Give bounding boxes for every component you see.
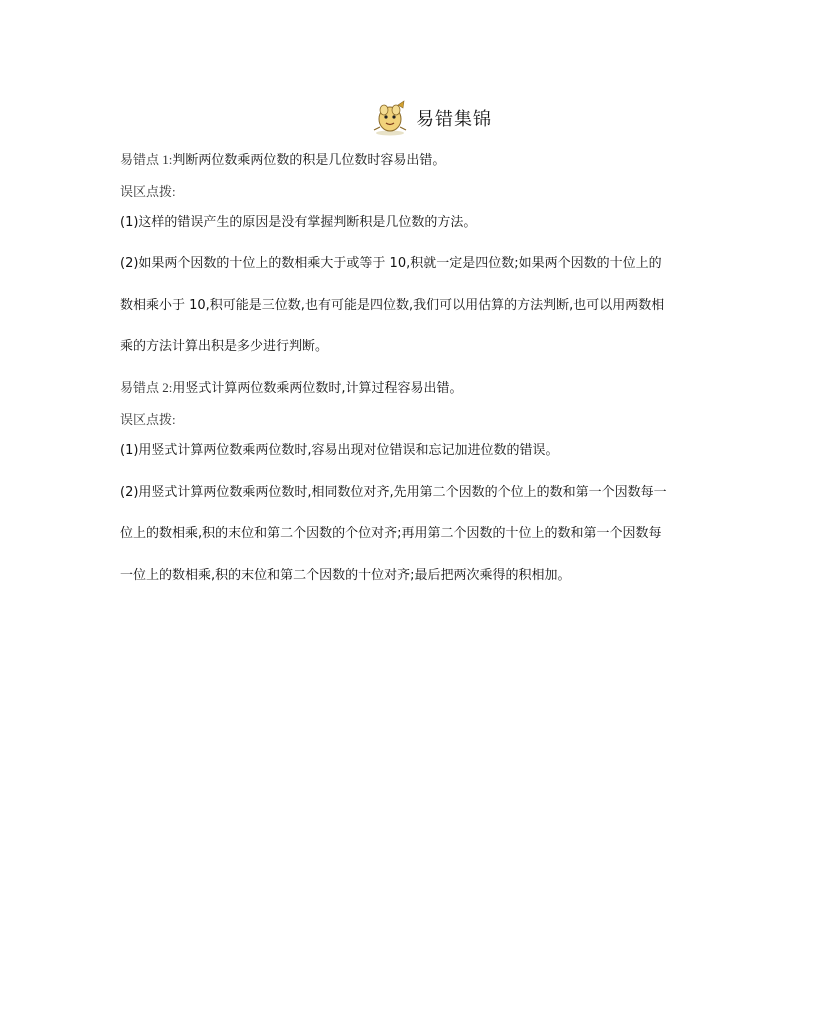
misconception-hint-label: 误区点拨: <box>120 184 176 199</box>
mascot-icon <box>370 100 410 136</box>
hint-item-2-line-3: 一位上的数相乘,积的末位和第二个因数的十位对齐;最后把两次乘得的积相加。 <box>120 568 571 583</box>
hint-item-1: (1)这样的错误产生的原因是没有掌握判断积是几位数的方法。 <box>120 215 477 230</box>
error-point-text: 用竖式计算两位数乘两位数时,计算过程容易出错。 <box>172 381 463 396</box>
error-point-label: 易错点 2: <box>120 380 173 395</box>
hint-item-2-line-1: (2)如果两个因数的十位上的数相乘大于或等于 10,积就一定是四位数;如果两个因数的十位上的 <box>120 256 662 271</box>
error-point-label: 易错点 1: <box>120 152 173 167</box>
title-row <box>370 98 492 138</box>
hint-item-2-line-2: 数相乘小于 10,积可能是三位数,也有可能是四位数,我们可以用估算的方法判断,也可以用两数相 <box>120 298 665 313</box>
error-point-1 <box>120 151 720 170</box>
hint-item-2-line-1: (2)用竖式计算两位数乘两位数时,相同数位对齐,先用第二个因数的个位上的数和第一个因数每一 <box>120 485 667 500</box>
misconception-hint-label: 误区点拨: <box>120 412 176 427</box>
hint-item-1: (1)用竖式计算两位数乘两位数时,容易出现对位错误和忘记加进位数的错误。 <box>120 443 559 458</box>
error-point-2 <box>120 379 720 398</box>
hint-item-2-line-2: 位上的数相乘,积的末位和第二个因数的个位对齐;再用第二个因数的十位上的数和第一个因数每 <box>120 526 662 541</box>
page-title: 易错集锦 <box>416 109 492 130</box>
hint-item-2-line-3: 乘的方法计算出积是多少进行判断。 <box>120 339 329 354</box>
error-point-text: 判断两位数乘两位数的积是几位数时容易出错。 <box>172 153 446 168</box>
